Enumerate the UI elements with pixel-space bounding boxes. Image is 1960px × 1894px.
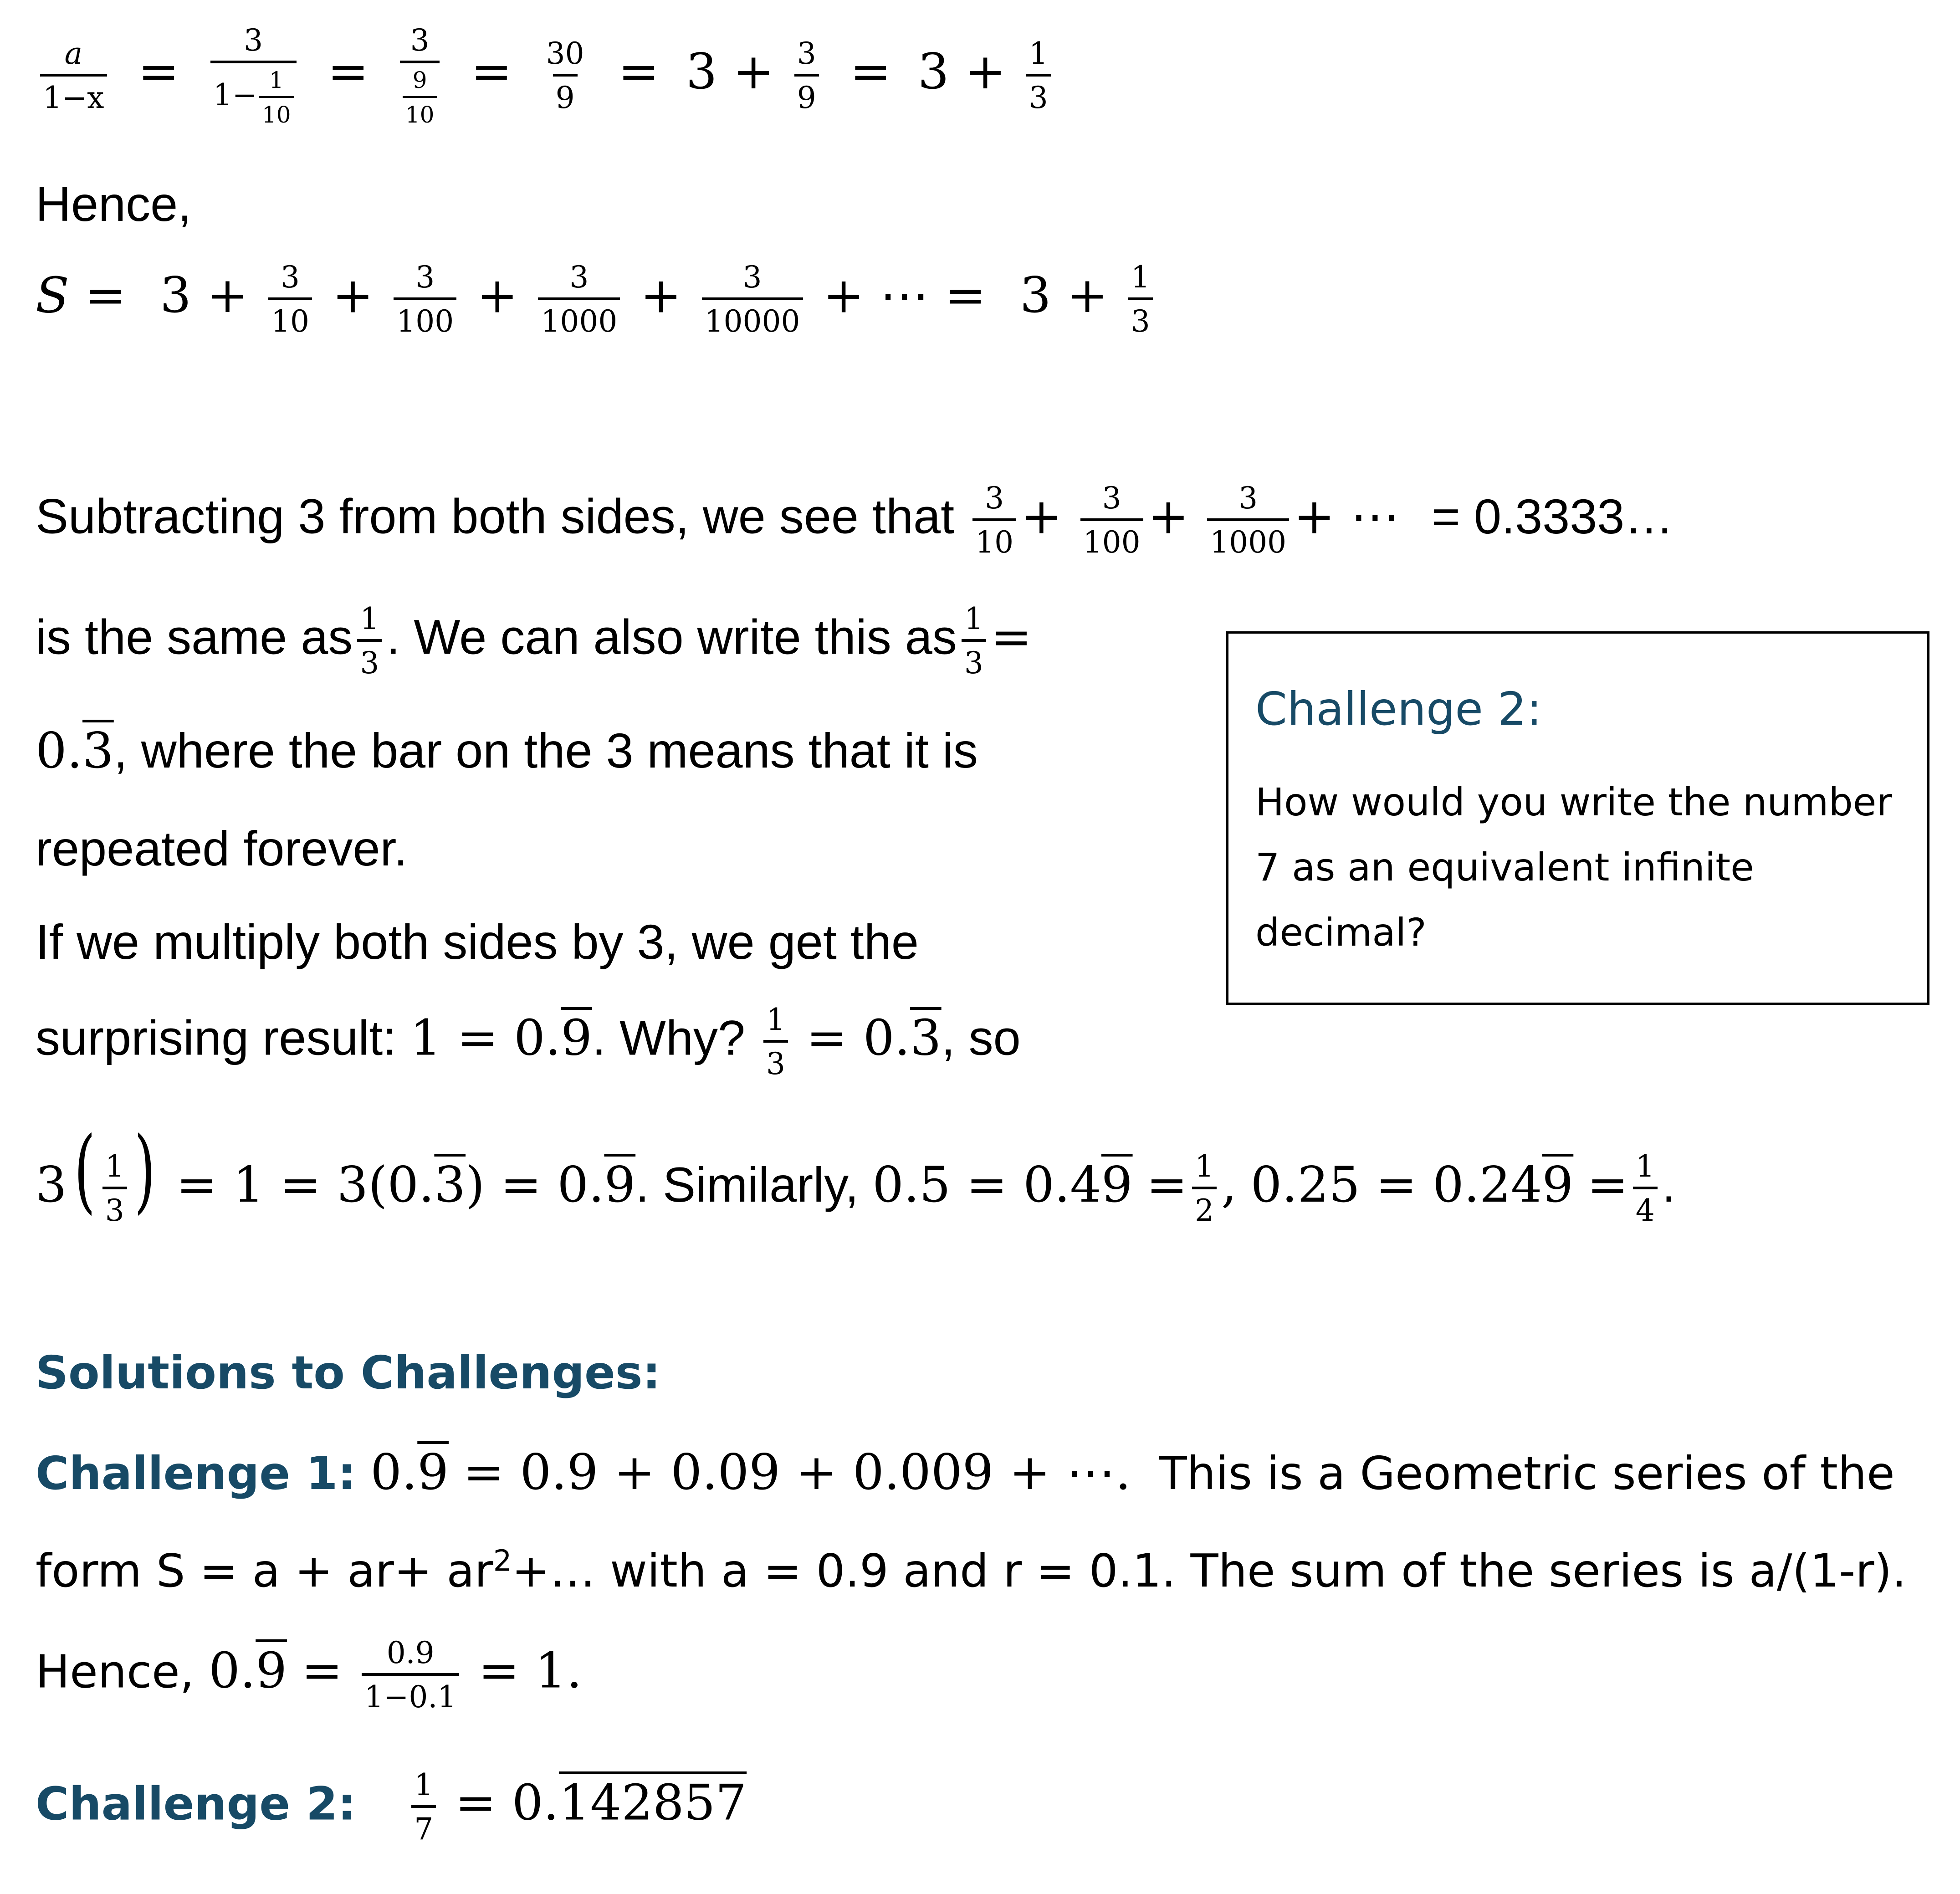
fraction: $\frac{3}{10}$: [268, 260, 312, 339]
fraction: $\frac{1}{4}$: [1633, 1149, 1658, 1228]
paragraph-line-2: is the same as $\frac{1}{3}$ . We can also write this as $\frac{1}{3}$ =: [36, 601, 1032, 681]
solution-challenge-1-line-3: Hence, 0.9 = $\frac{0.9}{1-0.1}$ = 1.: [36, 1635, 582, 1715]
paragraph-line-3: 0.3, where the bar on the 3 means that it is: [36, 722, 978, 779]
fraction: $\frac{1}{3}$: [102, 1149, 127, 1228]
fraction: $\frac{3}{10000}$: [702, 260, 803, 339]
fraction: $\frac{1}{2}$: [1192, 1149, 1217, 1228]
fraction: $\frac{1}{3}$: [763, 1002, 788, 1081]
challenge-box-body: How would you write the number 7 as an equivalent infinite decimal?: [1255, 780, 1892, 955]
hence-text: Hence,: [36, 176, 192, 231]
fraction: $\frac{0.9}{1-0.1}$: [362, 1635, 459, 1715]
challenge-box-title: Challenge 2:: [1255, 682, 1542, 736]
solution-challenge-1-line-1: Challenge 1: 0.9 = 0.9 + 0.09 + 0.009 + ⋯. This is a Geometric series of the: [36, 1444, 1895, 1501]
fraction: 3 1− $\frac{1}{10}$: [210, 23, 297, 128]
paragraph-line-1: Subtracting 3 from both sides, we see that $\frac{3}{10}$ + $\frac{3}{100}$ + $\frac{3}{1000}$ + ⋯ = 0.3333…: [36, 481, 1674, 560]
fraction: $\frac{1}{3}$: [1128, 260, 1153, 339]
fraction: $\frac{3}{100}$: [394, 260, 456, 339]
fraction: $\frac{3}{\frac{9}{10}}$: [400, 23, 440, 128]
fraction: $\frac{3}{9}$: [794, 36, 819, 115]
fraction: $\frac{3}{1000}$: [538, 260, 620, 339]
fraction: $\frac{3}{10}$: [972, 481, 1016, 560]
fraction: $\frac{1}{3}$: [962, 601, 986, 681]
fraction: $\frac{3}{100}$: [1080, 481, 1143, 560]
paragraph-line-6: surprising result: 1 = 0.9. Why? $\frac{1}{3}$ = 0.3, so: [36, 1002, 1021, 1081]
series-equation: S = 3 + $\frac{3}{10}$ + $\frac{3}{100}$ + $\frac{3}{1000}$ + $\frac{3}{10000}$ + ⋯ = 3 + $\frac{1}{3}$: [36, 260, 1157, 339]
fraction: $\frac{3}{1000}$: [1207, 481, 1289, 560]
paragraph-line-4: repeated forever.: [36, 821, 408, 876]
fraction: $\frac{1}{3}$: [357, 601, 382, 681]
solutions-heading: Solutions to Challenges:: [36, 1346, 661, 1399]
fraction: $\frac{30}{9}$: [546, 36, 584, 115]
fraction: $\frac{a}{1-x}$: [40, 36, 107, 115]
equation-top: $\frac{a}{1-x}$ = 3 1− $\frac{1}{10}$ = $\frac{3}{\frac{9}{10}}$ = $\frac{30}{9}$ = 3 + $\frac{3}{9}$ = 3 + $\frac{1}{3}$: [36, 23, 1055, 128]
paragraph-line-7: 3( $\frac{1}{3}$ ) = 1 = 3(0.3) = 0.9. Similarly, 0.5 = 0.49 = $\frac{1}{2}$ , 0.25 = 0.249 = $\frac{1}{4}$ .: [36, 1117, 1676, 1229]
paragraph-line-5: If we multiply both sides by 3, we get the: [36, 914, 919, 969]
fraction: $\frac{1}{3}$: [1026, 36, 1051, 115]
solution-challenge-1-line-2: form $S = a + ar+ ar^2+\dots$ with a = 0.9 and r = 0.1. The sum of the series is a/(1-r).: [36, 1544, 1907, 1597]
fraction: $\frac{1}{7}$: [411, 1767, 436, 1847]
solution-challenge-2: Challenge 2: $\frac{1}{7}$ = 0.142857: [36, 1767, 747, 1847]
